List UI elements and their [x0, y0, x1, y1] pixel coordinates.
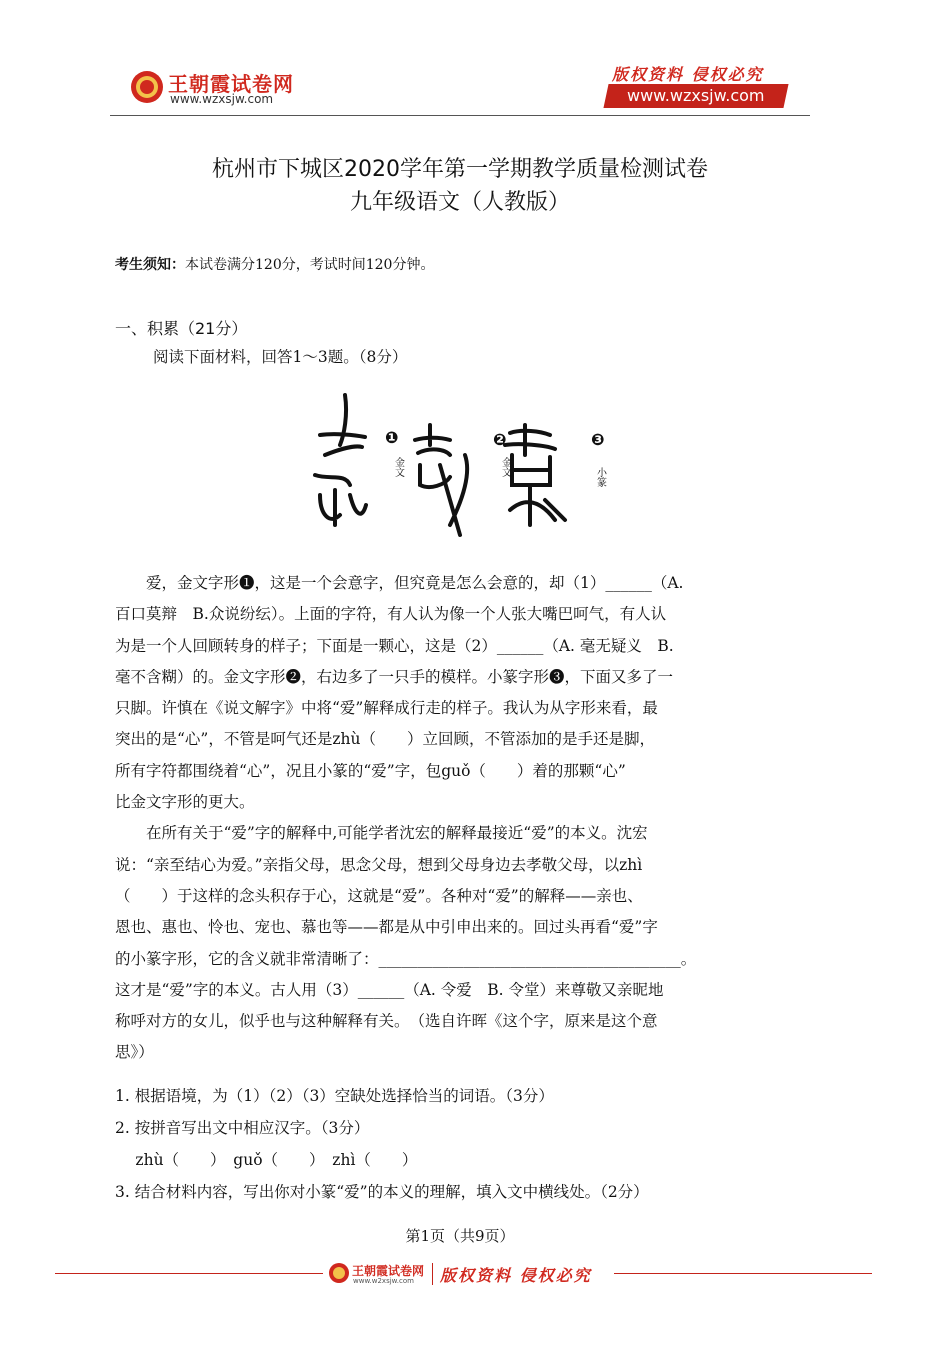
passage-line: 为是一个人回顾转身的样子；下面是一颗心，这是（2）______（A. 毫无疑义 B.	[115, 636, 674, 655]
passage-line: 的小篆字形，它的含义就非常清晰了：_______________________________________。	[115, 949, 697, 968]
passage-line: 所有字符都围绕着“心”，况且小篆的“爱”字，包guǒ（ ）着的那颗“心”	[115, 761, 626, 780]
brand-url: www.wzxsjw.com	[170, 92, 274, 106]
passage-line: 只脚。许慎在《说文解字》中将“爱”解释成行走的样子。我认为从字形来看，最	[115, 699, 658, 718]
reading-instruction: 阅读下面材料，回答1～3题。（8分）	[153, 348, 408, 366]
footer-logo-icon	[328, 1262, 350, 1284]
question-pinyin-line: zhù（ ） guǒ（ ） zhì（ ）	[115, 1151, 418, 1169]
copyright-notice: 版权资料 侵权必究	[612, 65, 764, 84]
exam-title: 杭州市下城区2020学年第一学期教学质量检测试卷	[212, 157, 708, 182]
question-item: 1. 根据语境，为（1）（2）（3）空缺处选择恰当的词语。（3分）	[115, 1087, 554, 1105]
section-heading: 一、积累（21分）	[115, 319, 248, 338]
brand-name: 王朝霞试卷网	[168, 72, 294, 96]
notice-text: 本试卷满分120分，考试时间120分钟。	[185, 257, 435, 273]
page-number: 第1页（共9页）	[405, 1227, 515, 1245]
footer-copyright: 版权资料 侵权必究	[440, 1266, 592, 1285]
reading-passage	[115, 568, 820, 1069]
header-divider	[110, 115, 810, 116]
footer-divider-left	[55, 1273, 323, 1274]
passage-line: 思》）	[115, 1043, 154, 1062]
passage-line: 毫不含糊）的。金文字形❷，右边多了一只手的模样。小篆字形❸，下面又多了一	[115, 667, 674, 686]
url-banner-text: www.wzxsjw.com	[627, 86, 765, 105]
figure-label-2: ❷	[493, 430, 507, 449]
notice-label: 考生须知：	[115, 257, 185, 273]
passage-line: 这才是“爱”字的本义。古人用（3）______（A. 令爱 B. 令堂）来尊敬又亲昵地	[115, 980, 664, 999]
passage-line: 说：“亲至结心为爱。”亲指父母，思念父母，想到父母身边去孝敬父母，以zhì	[115, 855, 643, 874]
passage-line: （ ）于这样的念头积存于心，这就是“爱”。各种对“爱”的解释——亲也、	[115, 886, 643, 905]
footer-url: www.w2xsjw.com	[353, 1277, 414, 1285]
passage-line: 称呼对方的女儿，似乎也与这种解释有关。 （选自许晖《这个字，原来是这个意	[115, 1012, 658, 1031]
url-banner[interactable]	[603, 84, 788, 108]
exam-subtitle: 九年级语文（人教版）	[349, 190, 570, 215]
passage-line: 百口莫辩 B.众说纷纭）。上面的字符，有人认为像一个人张大嘴巴呵气，有人认	[115, 605, 667, 624]
figure-caption-1: 金文	[392, 457, 404, 477]
figure-label-3: ❸	[591, 430, 605, 449]
ancient-script-figure	[300, 385, 640, 540]
passage-line: 突出的是“心”，不管是呵气还是zhù（ ）立回顾，不管添加的是手还是脚，	[115, 730, 655, 749]
brand-logo-icon	[130, 70, 164, 104]
passage-line: 比金文字形的更大。	[115, 793, 255, 812]
footer-separator	[432, 1263, 433, 1285]
exam-notice	[115, 254, 434, 274]
figure-label-1: ❶	[385, 428, 399, 447]
footer-brand: 王朝霞试卷网	[352, 1264, 425, 1278]
footer-divider-right	[614, 1273, 872, 1274]
question-item: 2. 按拼音写出文中相应汉字。（3分）	[115, 1119, 370, 1137]
figure-caption-2: 金文	[499, 457, 511, 477]
question-item: 3. 结合材料内容，写出你对小篆“爱”的本义的理解，填入文中横线处。（2分）	[115, 1183, 649, 1201]
passage-line: 在所有关于“爱”字的解释中,可能学者沈宏的解释最接近“爱”的本义。沈宏	[115, 824, 648, 843]
passage-line: 爱，金文字形❶，这是一个会意字，但究竟是怎么会意的，却（1）______（A.	[115, 574, 684, 592]
figure-caption-3: 小篆	[594, 467, 606, 487]
passage-line: 恩也、惠也、怜也、宠也、慕也等——都是从中引申出来的。回过头再看“爱”字	[115, 918, 658, 937]
question-list	[115, 1080, 820, 1208]
